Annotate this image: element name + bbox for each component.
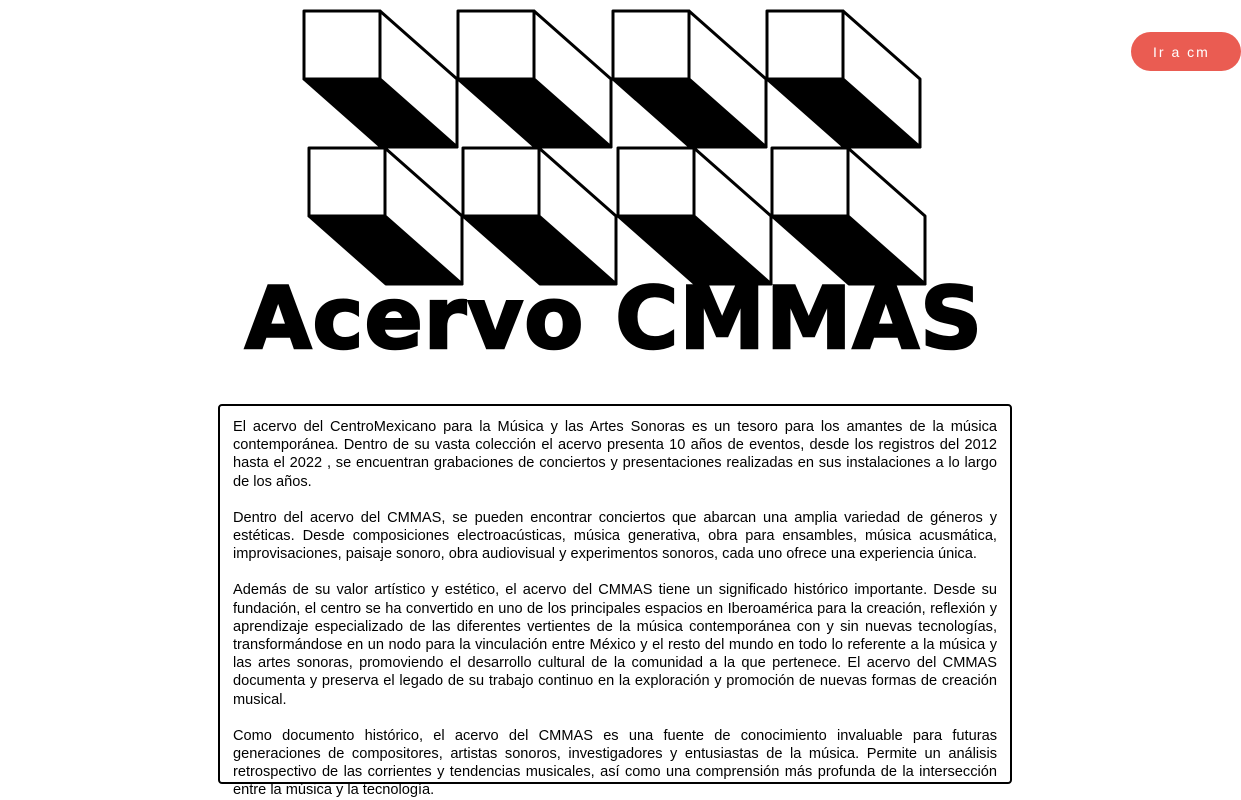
description-paragraph-2: Dentro del acervo del CMMAS, se pueden encontrar conciertos que abarcan una amplia variedad de géneros y estéticas. Desde composiciones electroacústicas, música generativa, obra para ensambles, música acusmática, improvisaciones, paisaje sonoro, obra audiovisual y experimentos sonoros, cada uno ofrece una experiencia única.: [233, 509, 997, 563]
description-paragraph-4: Como documento histórico, el acervo del CMMAS es una fuente de conocimiento invaluable para futuras generaciones de compositores, artistas sonoros, investigadores y entusiastas de la música. Permite un análisis retrospectivo de las corrientes y tendencias musicales, así como una comprensión más profunda de la intersección entre la música y la tecnología.: [233, 727, 997, 799]
go-to-cmmas-button[interactable]: Ir a cm: [1131, 32, 1241, 71]
page-title: Acervo CMMAS: [244, 269, 984, 369]
collection-description-box: [218, 404, 1012, 799]
description-paragraph-1: El acervo del CentroMexicano para la Música y las Artes Sonoras es un tesoro para los amantes de la música contemporánea. Dentro de su vasta colección el acervo presenta 10 años de eventos, desde los registros del 2012 hasta el 2022 , se encuentran grabaciones de conciertos y presentaciones realizadas en sus instalaciones a lo largo de los años.: [233, 419, 997, 490]
description-paragraph-3: Además de su valor artístico y estético, el acervo del CMMAS tiene un significado histórico importante. Desde su fundación, el centro se ha convertido en uno de los principales espacios en Iberoamérica para la creación, reflexión y aprendizaje especializado de las diferentes vertientes de la música contemporánea con y sin nuevas tecnologías, transformándose en un nodo para la vinculación entre México y el resto del mundo en todo lo referente a la música y las artes sonoras, promoviendo el desarrollo cultural de la comunidad a la que pertenece. El acervo del CMMAS documenta y preserva el legado de su trabajo continuo en la exploración y promoción de nuevas formas de creación musical.: [233, 582, 997, 708]
isometric-blocks-logo-icon: [296, 6, 930, 288]
